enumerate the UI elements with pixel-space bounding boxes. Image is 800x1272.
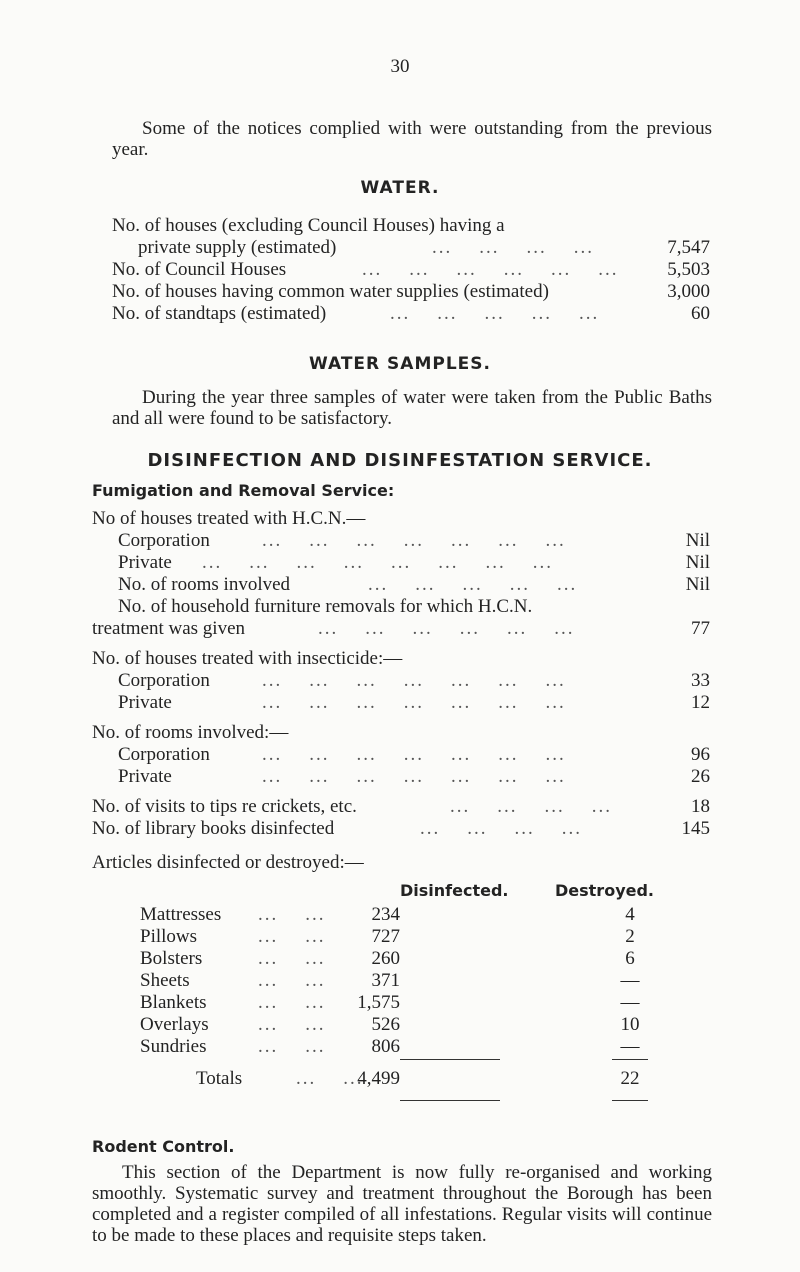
article-disinfected: 526: [371, 1014, 400, 1035]
article-destroyed: —: [620, 1036, 640, 1057]
water-standtaps-label: No. of standtaps (estimated): [112, 303, 327, 324]
rooms-corporation-label: Corporation: [118, 744, 210, 765]
library-value: 145: [681, 818, 710, 839]
leader-dots: ... ...: [258, 1036, 326, 1057]
article-disinfected: 806: [371, 1036, 400, 1057]
water-council-value: 5,503: [667, 259, 710, 280]
intro-paragraph: [112, 118, 712, 160]
water-private-label-1: No. of houses (excluding Council Houses) having a: [112, 215, 505, 236]
rodent-heading: Rodent Control.: [92, 1137, 235, 1156]
article-disinfected: 1,575: [357, 992, 400, 1013]
water-council-label: No. of Council Houses: [112, 259, 287, 280]
articles-table-row: [0, 904, 800, 926]
leader-dots: ... ... ... ...: [420, 818, 582, 839]
furniture-row-2: [0, 618, 800, 640]
rooms-intro-label: No. of rooms involved:—: [92, 722, 289, 743]
article-disinfected: 371: [371, 970, 400, 991]
article-item: Sundries: [140, 1036, 207, 1057]
articles-intro-row: [0, 852, 800, 874]
rooms-corporation-value: 96: [691, 744, 710, 765]
rodent-text: This section of the Department is now fully re-organised and working smoothly. Systematic survey and treatment throughout the Borough has been completed and a register compiled of all infestations. Regular visits will continue to be made to these places and requisite steps taken.: [92, 1162, 712, 1246]
rooms-intro-row: [0, 722, 800, 744]
totals-row: [0, 1068, 800, 1090]
leader-dots: ... ... ... ... ... ... ...: [262, 744, 566, 765]
article-destroyed: 6: [625, 948, 635, 969]
hcn-private-value: Nil: [685, 552, 710, 573]
library-label: No. of library books disinfected: [92, 818, 335, 839]
water-common-label: No. of houses having common water supplies (estimated): [112, 281, 549, 302]
article-disinfected: 727: [371, 926, 400, 947]
leader-dots: ... ... ... ... ... ... ...: [262, 670, 566, 691]
water-heading: WATER.: [360, 178, 440, 198]
article-destroyed: 2: [625, 926, 635, 947]
article-destroyed: —: [620, 992, 640, 1013]
rooms-private-value: 26: [691, 766, 710, 787]
insecticide-corporation-value: 33: [691, 670, 710, 691]
articles-table-row: [0, 948, 800, 970]
articles-table-row: [0, 1036, 800, 1058]
col-destroyed-heading: Destroyed.: [555, 881, 654, 900]
leader-dots: ... ... ... ... ... ... ...: [262, 692, 566, 713]
article-destroyed: —: [620, 970, 640, 991]
leader-dots: ... ... ... ... ... ...: [362, 259, 619, 280]
insecticide-private-label: Private: [118, 692, 172, 713]
leader-dots: ... ... ... ... ... ... ...: [262, 530, 566, 551]
tips-row: [0, 796, 800, 818]
intro-text: Some of the notices complied with were outstanding from the previous year.: [112, 118, 712, 160]
leader-dots: ... ...: [258, 948, 326, 969]
disinfection-heading: DISINFECTION AND DISINFESTATION SERVICE.: [147, 450, 653, 471]
leader-dots: ... ... ... ... ... ... ... ...: [202, 552, 553, 573]
articles-intro-label: Articles disinfected or destroyed:—: [92, 852, 364, 873]
rooms-private-label: Private: [118, 766, 172, 787]
furniture-value: 77: [691, 618, 710, 639]
articles-table-row: [0, 1014, 800, 1036]
destroyed-total-rule-top: [612, 1059, 648, 1060]
furniture-row-1: [0, 596, 800, 618]
water-samples-text: During the year three samples of water were taken from the Public Baths and all were found to be satisfactory.: [112, 387, 712, 429]
rooms-involved-row: [0, 574, 800, 596]
insecticide-corporation-label: Corporation: [118, 670, 210, 691]
leader-dots: ... ... ... ... ...: [390, 303, 600, 324]
furniture-label-2: treatment was given: [92, 618, 246, 639]
water-row-private: [0, 237, 800, 259]
water-private-value: 7,547: [667, 237, 710, 258]
article-disinfected: 234: [371, 904, 400, 925]
article-item: Overlays: [140, 1014, 209, 1035]
water-standtaps-value: 60: [691, 303, 710, 324]
leader-dots: ... ... ... ... ... ...: [318, 618, 575, 639]
destroyed-total-rule-bottom: [612, 1100, 648, 1101]
article-item: Pillows: [140, 926, 198, 947]
insecticide-intro-label: No. of houses treated with insecticide:—: [92, 648, 403, 669]
article-disinfected: 260: [371, 948, 400, 969]
leader-dots: ... ...: [258, 904, 326, 925]
hcn-corporation-row: [0, 530, 800, 552]
water-row-standtaps: [0, 303, 800, 325]
leader-dots: ... ...: [258, 992, 326, 1013]
disinfected-total-rule-top: [400, 1059, 500, 1060]
furniture-label-1: No. of household furniture removals for which H.C.N.: [118, 596, 533, 617]
leader-dots: ... ... ... ...: [450, 796, 612, 817]
page-number: 30: [390, 56, 410, 77]
water-private-label-2: private supply (estimated): [138, 237, 337, 258]
rooms-involved-value: Nil: [685, 574, 710, 595]
water-row-council: [0, 259, 800, 281]
totals-destroyed: 22: [620, 1068, 640, 1089]
hcn-private-row: [0, 552, 800, 574]
insecticide-intro-row: [0, 648, 800, 670]
leader-dots: ... ... ... ... ...: [368, 574, 578, 595]
totals-label: Totals: [196, 1068, 243, 1089]
col-disinfected-heading: Disinfected.: [400, 881, 509, 900]
articles-table-row: [0, 992, 800, 1014]
hcn-corporation-value: Nil: [685, 530, 710, 551]
leader-dots: ... ...: [296, 1068, 364, 1089]
article-destroyed: 4: [625, 904, 635, 925]
hcn-intro-row: [0, 508, 800, 530]
leader-dots: ... ... ... ... ... ... ...: [262, 766, 566, 787]
insecticide-private-row: [0, 692, 800, 714]
leader-dots: ... ...: [258, 1014, 326, 1035]
insecticide-corporation-row: [0, 670, 800, 692]
article-item: Bolsters: [140, 948, 203, 969]
article-item: Sheets: [140, 970, 190, 991]
leader-dots: ... ...: [258, 926, 326, 947]
water-row-private-line1: [0, 215, 800, 237]
articles-table-row: [0, 926, 800, 948]
water-row-common: [0, 281, 800, 303]
rooms-corporation-row: [0, 744, 800, 766]
water-samples-paragraph: [112, 387, 712, 429]
article-item: Mattresses: [140, 904, 222, 925]
articles-table-row: [0, 970, 800, 992]
water-samples-heading: WATER SAMPLES.: [309, 354, 491, 374]
disinfected-total-rule-bottom: [400, 1100, 500, 1101]
hcn-private-label: Private: [118, 552, 172, 573]
leader-dots: ... ...: [258, 970, 326, 991]
leader-dots: ... ... ... ...: [432, 237, 594, 258]
article-destroyed: 10: [620, 1014, 640, 1035]
rodent-paragraph: [92, 1162, 712, 1246]
hcn-intro-label: No of houses treated with H.C.N.—: [92, 508, 366, 529]
fumigation-subheading: Fumigation and Removal Service:: [92, 481, 395, 500]
insecticide-private-value: 12: [691, 692, 710, 713]
article-item: Blankets: [140, 992, 207, 1013]
library-row: [0, 818, 800, 840]
tips-label: No. of visits to tips re crickets, etc.: [92, 796, 357, 817]
rooms-involved-label: No. of rooms involved: [118, 574, 291, 595]
water-common-value: 3,000: [667, 281, 710, 302]
totals-disinfected: 4,499: [357, 1068, 400, 1089]
tips-value: 18: [691, 796, 710, 817]
hcn-corporation-label: Corporation: [118, 530, 210, 551]
rooms-private-row: [0, 766, 800, 788]
